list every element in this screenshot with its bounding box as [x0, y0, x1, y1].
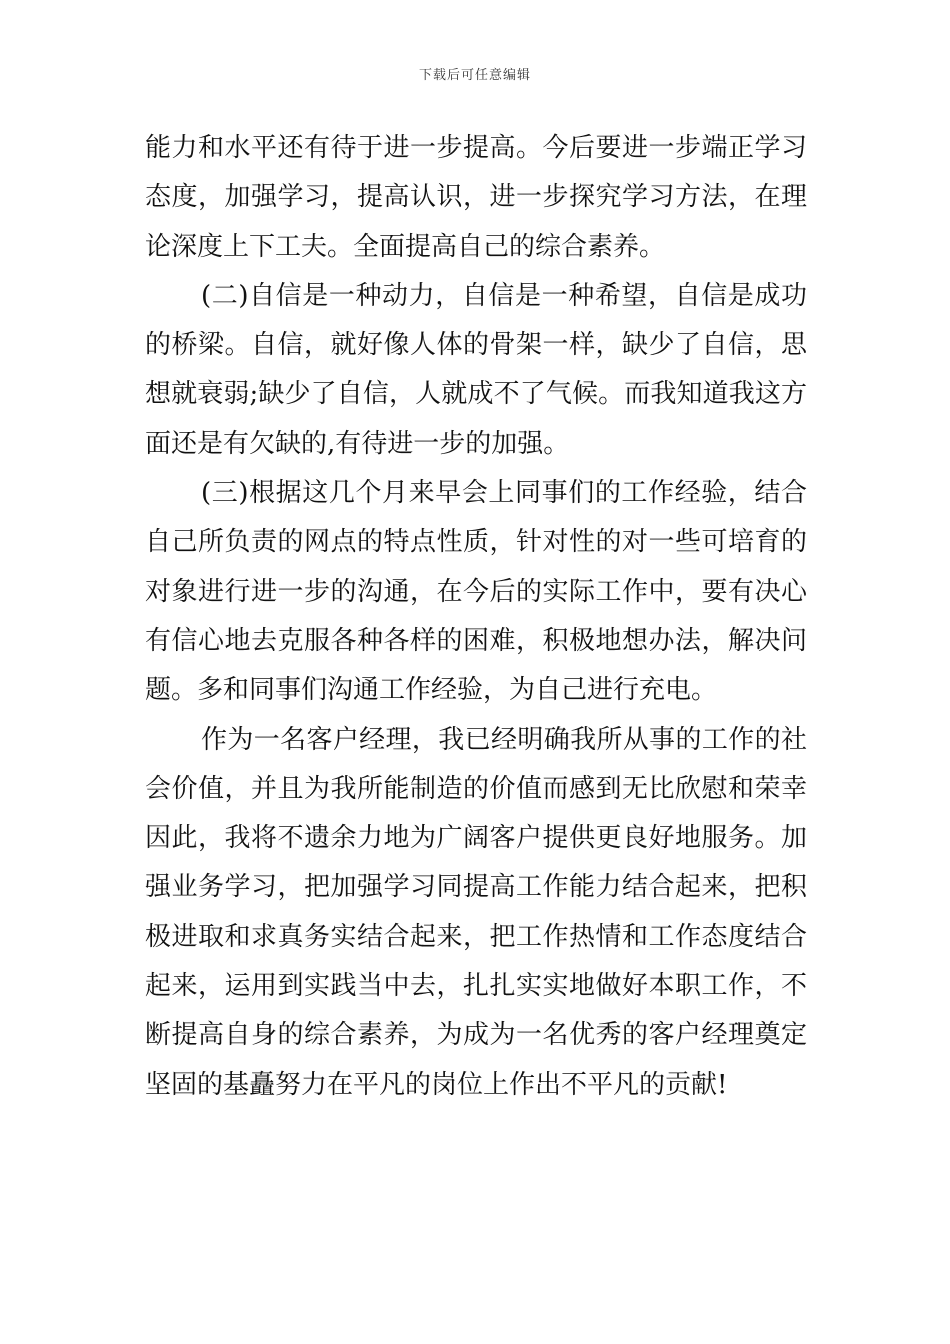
page-header-note: 下载后可任意编辑	[418, 68, 531, 83]
text-line: 强业务学习，把加强学习同提高工作能力结合起来，把积	[145, 872, 807, 903]
text-line: 极进取和求真务实结合起来，把工作热情和工作态度结合	[145, 921, 807, 952]
text-line: 因此，我将不遗余力地为广阔客户提供更良好地服务。加	[145, 823, 807, 854]
text-line: 面还是有欠缺的,有待进一步的加强。	[145, 428, 570, 459]
body-text	[145, 124, 807, 1110]
text-line: 起来，运用到实践当中去，扎扎实实地做好本职工作，不	[145, 971, 807, 1002]
text-line: 想就衰弱;缺少了自信，人就成不了气候。而我知道我这方	[145, 379, 807, 410]
text-line: (三)根据这几个月来早会上同事们的工作经验，结合	[201, 478, 807, 509]
text-line: 题。多和同事们沟通工作经验，为自己进行充电。	[145, 675, 718, 706]
text-line: (二)自信是一种动力，自信是一种希望，自信是成功	[201, 280, 807, 311]
text-line: 断提高自身的综合素养，为成为一名优秀的客户经理奠定	[145, 1020, 807, 1051]
text-line: 对象进行进一步的沟通，在今后的实际工作中，要有决心	[145, 576, 807, 607]
text-line: 坚固的基矗努力在平凡的岗位上作出不平凡的贡献!	[145, 1069, 728, 1100]
text-line: 作为一名客户经理，我已经明确我所从事的工作的社	[201, 724, 807, 755]
text-line: 态度，加强学习，提高认识，进一步探究学习方法，在理	[145, 182, 807, 213]
text-line: 自己所负责的网点的特点性质，针对性的对一些可培育的	[145, 527, 807, 558]
text-line: 的桥梁。自信，就好像人体的骨架一样，缺少了自信，思	[145, 330, 807, 361]
text-line: 论深度上下工夫。全面提高自己的综合素养。	[145, 231, 666, 262]
text-line: 能力和水平还有待于进一步提高。今后要进一步端正学习	[145, 133, 807, 163]
text-line: 有信心地去克服各种各样的困难，积极地想办法，解决问	[145, 625, 807, 656]
text-line: 会价值，并且为我所能制造的价值而感到无比欣慰和荣幸	[145, 773, 807, 804]
